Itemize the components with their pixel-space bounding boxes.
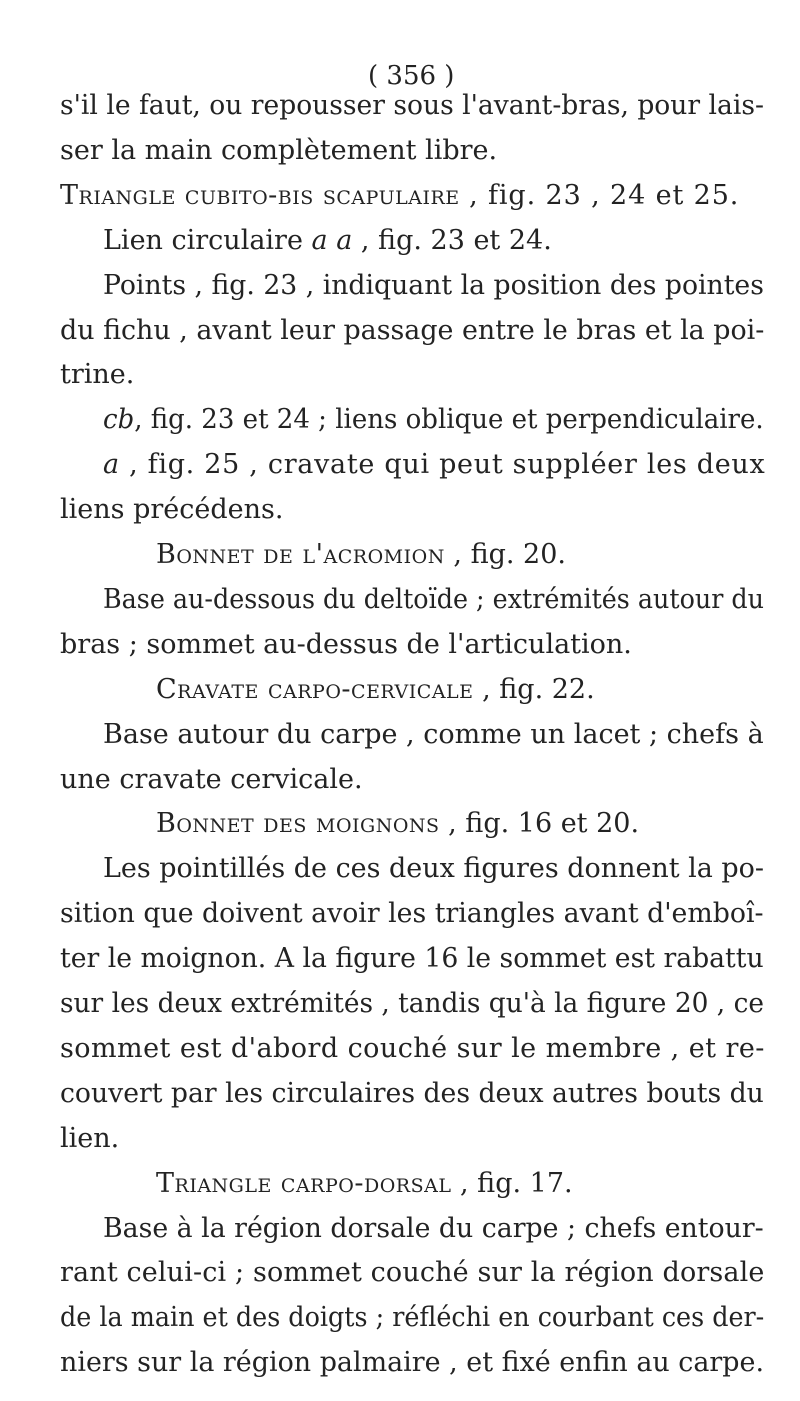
text-segment: Base au-dessous du deltoïde ; extrémités autour du xyxy=(103,583,765,615)
text-line xyxy=(103,1211,764,1247)
text-segment: une cravate cervicale. xyxy=(60,763,363,795)
text-segment: trine. xyxy=(60,359,135,391)
text-line xyxy=(156,537,566,573)
text-segment: rant celui-ci ; sommet couché sur la région dorsale xyxy=(60,1257,765,1289)
text-segment: couvert par les circulaires des deux autres bouts du xyxy=(60,1077,764,1109)
text-segment: Points , fig. 23 , indiquant la position des pointes xyxy=(103,269,764,301)
text-line xyxy=(103,851,764,887)
text-line xyxy=(60,133,497,169)
text-line xyxy=(103,268,764,304)
text-segment: bras ; sommet au-dessus de l'articulation. xyxy=(60,628,632,660)
text-line xyxy=(60,1300,764,1336)
section-heading: Bonnet des moignons xyxy=(156,808,440,840)
text-line xyxy=(156,806,639,842)
text-line xyxy=(60,313,764,349)
text-segment: niers sur la région palmaire , et fixé enfin au carpe. xyxy=(60,1347,765,1379)
text-line xyxy=(60,492,283,528)
text-segment: , fig. 25 , cravate qui peut suppléer les deux xyxy=(119,449,766,481)
section-heading: Cravate carpo-cervicale xyxy=(156,673,474,705)
text-segment: , fig. 23 et 24. xyxy=(352,224,552,256)
text-segment: liens précédens. xyxy=(60,494,284,526)
section-heading: Bonnet de l'acromion xyxy=(156,539,445,570)
text-segment: sommet est d'abord couché sur le membre , et re- xyxy=(60,1032,765,1064)
text-segment: Les pointillés de ces deux figures donnent la po- xyxy=(103,853,765,885)
text-segment: Lien circulaire xyxy=(103,224,312,256)
text-line xyxy=(60,762,363,798)
text-line xyxy=(103,447,765,483)
text-line xyxy=(60,1031,765,1067)
text-segment: ser la main complètement libre. xyxy=(60,134,498,166)
figure-letter: a xyxy=(103,449,120,481)
text-segment: sur les deux extrémités , tandis qu'à la figure 20 , ce xyxy=(60,988,764,1019)
section-heading: Triangle carpo-dorsal xyxy=(156,1167,452,1199)
text-segment: Base à la région dorsale du carpe ; chefs entour- xyxy=(103,1212,764,1244)
text-segment: de la main et des doigts ; réfléchi en courbant ces der- xyxy=(60,1302,765,1334)
text-line xyxy=(60,627,632,663)
text-line xyxy=(60,986,764,1022)
text-segment: , fig. 16 et 20. xyxy=(439,808,640,840)
text-segment: Base autour du carpe , comme un lacet ; chefs à xyxy=(103,718,764,750)
page-number: ( 356 ) xyxy=(368,61,455,91)
text-line xyxy=(156,672,595,708)
text-line xyxy=(60,178,739,214)
text-line xyxy=(103,582,764,618)
text-segment: , fig. 20. xyxy=(444,539,566,570)
text-segment: , fig. 17. xyxy=(451,1167,573,1199)
text-line xyxy=(60,1076,764,1112)
text-segment: , fig. 23 , 24 et 25. xyxy=(459,179,740,211)
figure-letter: cb xyxy=(103,404,135,436)
text-line xyxy=(103,223,552,259)
text-line xyxy=(103,402,764,438)
section-heading: Triangle cubito-bis scapulaire xyxy=(60,179,460,211)
text-segment: , fig. 22. xyxy=(473,673,595,705)
text-segment: sition que doivent avoir les triangles avant d'emboî- xyxy=(60,898,764,930)
text-line xyxy=(60,1121,119,1157)
text-line xyxy=(60,896,764,932)
text-line xyxy=(60,357,134,393)
text-line xyxy=(60,1345,764,1381)
text-segment: s'il le faut, ou repousser sous l'avant-bras, pour lais- xyxy=(60,90,764,121)
text-segment: ter le moignon. A la figure 16 le sommet est rabattu xyxy=(60,943,764,975)
text-line xyxy=(60,88,764,124)
text-line xyxy=(103,717,764,753)
text-line xyxy=(60,941,764,977)
figure-letter: a a xyxy=(311,224,353,256)
text-segment: du fichu , avant leur passage entre le bras et la poi- xyxy=(60,314,765,346)
text-segment: , fig. 23 et 24 ; liens oblique et perpendiculaire. xyxy=(134,404,764,436)
text-line xyxy=(156,1166,573,1202)
text-segment: lien. xyxy=(60,1122,120,1154)
text-line xyxy=(60,1255,765,1291)
